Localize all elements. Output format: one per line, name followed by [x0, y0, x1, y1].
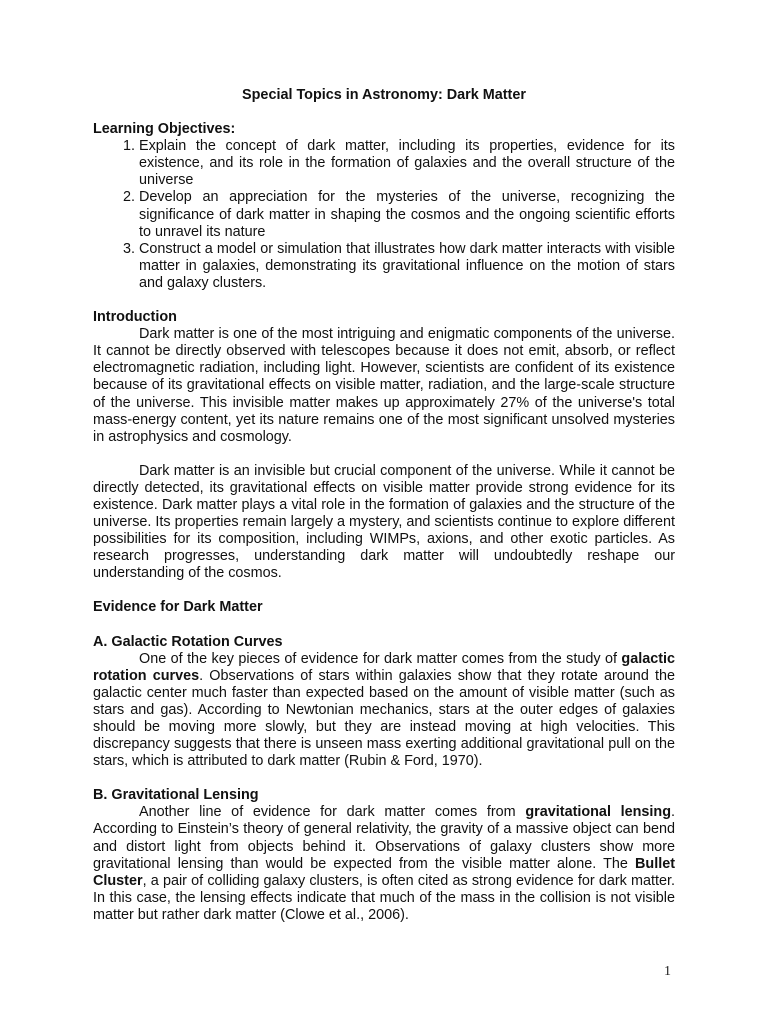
document-body — [93, 87, 675, 924]
section-b-text: . According to Einstein’s theory of general relativity, the gravity of a massive object can bend and distort light from objects behind it. Observations of galaxy clusters show more gravitational lensing than would be expected from the visible matter alone. The — [93, 804, 676, 872]
learning-objectives-heading: Learning Objectives: — [93, 121, 236, 138]
introduction-heading: Introduction — [93, 309, 177, 326]
objective-item: 3. Construct a model or simulation that illustrates how dark matter interacts with visible matter in galaxies, demonstrating its gravitational influence on the motion of stars and galaxy clusters. — [139, 241, 675, 292]
section-a-text: One of the key pieces of evidence for dark matter comes from the study of — [139, 650, 622, 667]
page-number: 1 — [664, 964, 671, 979]
section-a-paragraph — [93, 651, 675, 771]
evidence-heading: Evidence for Dark Matter — [93, 599, 263, 616]
section-b-text: Another line of evidence for dark matter comes from — [139, 804, 526, 821]
section-b-heading: B. Gravitational Lensing — [93, 787, 259, 804]
learning-objectives-list — [93, 138, 675, 292]
introduction-paragraph: Dark matter is one of the most intriguing and enigmatic components of the universe. It cannot be directly observed with telescopes because it does not emit, absorb, or reflect electromagnetic radiation, including light. However, scientists are confident of its existence because of its gravitational effects on visible matter, radiation, and the large-scale structure of the universe. This invisible matter makes up approximately 27% of the universe's total mass-energy content, yet its nature remains one of the most significant unsolved mysteries in astrophysics and cosmology. — [93, 326, 675, 445]
section-b-bold-term: gravitational lensing — [525, 804, 672, 821]
section-b-paragraph — [93, 804, 675, 924]
section-a-heading: A. Galactic Rotation Curves — [93, 633, 283, 650]
section-a-text: . Observations of stars within galaxies show that they rotate around the galactic center much faster than expected based on the amount of visible matter (such as stars and gas). According to Newtonian mechanics, stars at the outer edges of galaxies should be moving more slowly, but they are instead moving at high velocities. This discrepancy suggests that there is unseen mass exerting additional gravitational pull on the stars, which is attributed to dark matter (Rubin & Ford, 1970). — [93, 667, 675, 770]
section-b-bold-term: Bullet Cluster — [93, 855, 675, 889]
objective-item: 1. Explain the concept of dark matter, including its properties, evidence for its existence, and its role in the formation of galaxies and the overall structure of the universe — [139, 138, 675, 189]
introduction-paragraph: Dark matter is an invisible but crucial component of the universe. While it cannot be directly detected, its gravitational effects on visible matter provide strong evidence for its existence. Dark matter plays a vital role in the formation of galaxies and the structure of the universe. Its properties remain largely a mystery, and scientists continue to explore different possibilities for its composition, including WIMPs, axions, and other exotic particles. As research progresses, understanding dark matter will undoubtedly reshape our understanding of the cosmos. — [93, 462, 675, 582]
document-title: Special Topics in Astronomy: Dark Matter — [242, 87, 526, 103]
objective-item: 2. Develop an appreciation for the mysteries of the universe, recognizing the significance of dark matter in shaping the cosmos and the ongoing scientific efforts to unravel its nature — [139, 189, 675, 240]
section-a-bold-term: galactic rotation curves — [93, 650, 675, 684]
section-b-text: , a pair of colliding galaxy clusters, is often cited as strong evidence for dark matter. In this case, the lensing effects indicate that much of the mass in the collision is not visible matter but rather dark matter (Clowe et al., 2006). — [93, 872, 675, 923]
